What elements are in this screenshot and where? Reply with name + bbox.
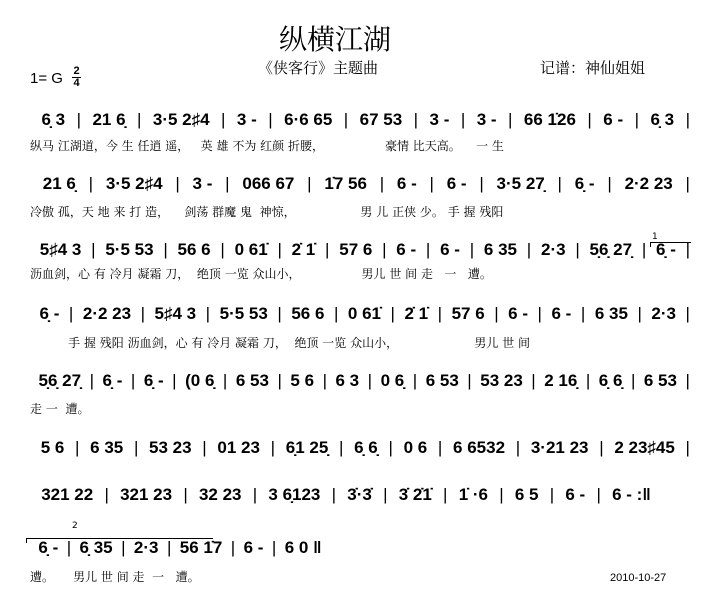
barline: | [133, 438, 139, 457]
barline: | [469, 240, 475, 259]
barline: | [515, 438, 521, 457]
barline: | [685, 174, 690, 193]
measure: 2̇ 1̇ [404, 304, 429, 323]
barline: | [587, 110, 592, 129]
measure: 0 6 [403, 438, 428, 457]
barline: | [437, 438, 443, 457]
barline: | [467, 371, 472, 390]
measure: 6 53 [235, 371, 269, 390]
barline: | [443, 485, 448, 504]
barline: | [508, 110, 513, 129]
barline: | [88, 174, 94, 193]
barline: | [202, 438, 207, 457]
measure: 21 6̣ [42, 174, 76, 193]
barline: | [230, 538, 236, 557]
measure: 53 23 [480, 371, 523, 390]
barline: | [225, 174, 230, 193]
measure: 5·5 53 [105, 240, 154, 259]
measure: 01 23 [217, 438, 260, 457]
barline: | [205, 304, 211, 323]
measure: 6 - [508, 304, 529, 323]
barline: | [252, 485, 258, 504]
barline: | [270, 438, 276, 457]
measure: 6̣ - [102, 371, 123, 390]
barline: | [630, 371, 636, 390]
barline: | [325, 240, 330, 259]
measure: 53 23 [149, 438, 192, 457]
volta-bracket-2 [26, 538, 213, 543]
barline: | [437, 304, 443, 323]
barline: | [526, 240, 532, 259]
time-bottom: 4 [73, 77, 80, 89]
barline: | [333, 304, 339, 323]
measure: 2·3 [651, 304, 676, 323]
key-signature: 1= G [30, 70, 63, 87]
barline: | [531, 371, 536, 390]
barline: | [140, 304, 146, 323]
measure: 3·5 2♯4 [105, 174, 163, 193]
barline: | [607, 174, 612, 193]
measure: 3·5 27̣ [496, 174, 545, 193]
time-top: 2 [73, 65, 80, 77]
measure: 6 - [446, 174, 467, 193]
barline: | [163, 240, 168, 259]
barline: | [634, 110, 639, 129]
song-title: 纵横江湖 [278, 23, 391, 56]
measure: 5♯4 3 [39, 240, 82, 259]
measure: 5 6 [290, 371, 315, 390]
measure: 321 23 [120, 485, 173, 504]
measure: 5·5 53 [219, 304, 268, 323]
barline: | [549, 485, 555, 504]
barline: | [685, 438, 690, 457]
barline: | [75, 438, 80, 457]
measure: (0 6̣ [185, 371, 215, 390]
measure: 6 - [440, 240, 460, 259]
measure: 3·5 2♯4 [152, 110, 210, 129]
barline: | [76, 110, 81, 129]
barline: | [104, 485, 109, 504]
measure: 3 - [192, 174, 213, 193]
lyrics-line: 走 一 遭。 [30, 402, 90, 416]
barline: | [121, 538, 126, 557]
measure: 1̇ ·6 [458, 485, 488, 504]
barline: | [494, 304, 499, 323]
measure: 2·2 23 [624, 174, 673, 193]
notation-row [30, 174, 690, 194]
measure: 6 - [565, 485, 586, 504]
measure: 6̣ 3 [650, 110, 675, 129]
barline: | [685, 110, 690, 129]
measure: 6̣ - [656, 240, 676, 259]
measure: 21 6̣ [92, 110, 126, 129]
measure: 5̣6̣ 27̣ [38, 371, 82, 390]
barline: | [172, 371, 177, 390]
barline: | [641, 240, 647, 259]
measure: 2·3 [133, 538, 159, 557]
measure: 66 1̇26 [523, 110, 576, 129]
measure: 6 3 [335, 371, 360, 390]
barline: | [277, 240, 282, 259]
measure: 6̣ 6̣ [354, 438, 378, 457]
measure: 1̇7 56 [324, 174, 367, 193]
barline: | [221, 110, 226, 129]
volta-1: 1 [652, 232, 658, 242]
measure: 6̣ - [574, 174, 595, 193]
barline: | [89, 371, 94, 390]
notation-row [30, 110, 690, 130]
notation-row [30, 371, 690, 391]
measure: 3 - [429, 110, 450, 129]
barline: | [343, 110, 349, 129]
barline: | [460, 110, 466, 129]
measure: 6 - [603, 110, 624, 129]
barline: | [307, 174, 312, 193]
lyrics-line: 遭。 男儿 世 间 走 一 遭。 [30, 570, 200, 584]
lyrics-line: 沥血剑，心 有 冷月 凝霜 刀， 绝顶 一览 众山小， 男儿 世 间 走 一 遭。 [30, 267, 492, 281]
measure: 57 6 [451, 304, 485, 323]
lyrics-line: 纵马 江湖道，今 生 任逍 遥， 英 雄 不为 红颜 折腰， 豪情 比天高。 一 生 [30, 139, 504, 153]
time-signature [72, 66, 81, 89]
measure: 6̣ 35 [79, 538, 113, 557]
measure: 6 5 [514, 485, 539, 504]
measure: 6 - [396, 174, 417, 193]
barline: | [137, 110, 142, 129]
measure: 6̣ - [143, 371, 164, 390]
barline: | [388, 438, 393, 457]
measure: 6̣ 6̣ [598, 371, 623, 390]
barline: | [91, 240, 96, 259]
measure: 6 35 [90, 438, 124, 457]
barline: | [183, 485, 188, 504]
measure: 321 22 [41, 485, 94, 504]
barline: | [166, 538, 172, 557]
barline: | [339, 438, 344, 457]
measure: 56 1̇7 [179, 538, 223, 557]
barline: | [412, 371, 418, 390]
measure: 5♯4 3 [154, 304, 197, 323]
barline: | [220, 240, 225, 259]
volta-2: 2 [72, 521, 78, 531]
measure: 6̣ - [39, 304, 60, 323]
barline: | [322, 371, 327, 390]
notation-row [30, 304, 690, 324]
measure: 6̣ 3 [41, 110, 66, 129]
measure: 3̇ 2̇1̇ [398, 485, 432, 504]
barline: | [268, 110, 273, 129]
barline: | [499, 485, 504, 504]
barline: | [479, 174, 484, 193]
measure: 32 23 [198, 485, 242, 504]
measure: 0 6̣ [380, 371, 405, 390]
measure: 5̣6̣ 27̣ [589, 240, 633, 259]
measure: 2 23♯45 [614, 438, 675, 457]
measure: 3·21 23 [530, 438, 589, 457]
measure: 6 - [243, 538, 264, 557]
barline: | [222, 371, 228, 390]
barline: | [429, 174, 434, 193]
barline: | [596, 485, 601, 504]
barline: | [331, 485, 337, 504]
transcriber: 记谱：神仙姐姐 [540, 59, 646, 77]
notation-row [30, 240, 690, 260]
measure: 066 67 [242, 174, 295, 193]
measure: 6 - :‖ [612, 485, 651, 504]
measure: 6 - [551, 304, 572, 323]
barline: | [637, 304, 642, 323]
measure: 6 53 [425, 371, 459, 390]
lyrics-line: 手 握 残阳 沥血剑，心 有 冷月 凝霜 刀， 绝顶 一览 众山小， 男儿 世 间 [30, 336, 531, 350]
subtitle: 《侠客行》主题曲 [258, 59, 379, 77]
measure: 2·2 23 [82, 304, 132, 323]
barline: | [130, 371, 136, 390]
notation-row [30, 438, 690, 458]
barline: | [575, 240, 580, 259]
measure: 0 61̇ [234, 240, 268, 259]
measure: 3 6̣123 [268, 485, 321, 504]
barline: | [277, 371, 282, 390]
measure: 56 6 [177, 240, 211, 259]
measure: 2·3 [540, 240, 566, 259]
barline: | [277, 304, 282, 323]
barline: | [383, 485, 388, 504]
measure: 6̣1 25̣ [285, 438, 329, 457]
volta-bracket-1 [650, 242, 691, 247]
measure: 6̣ - [38, 538, 59, 557]
barline: | [537, 304, 542, 323]
barline: | [580, 304, 586, 323]
notation-row [30, 485, 662, 505]
measure: 0 61̇ [347, 304, 381, 323]
date: 2010-10-27 [610, 572, 667, 584]
barline: | [175, 174, 180, 193]
measure: 2 16̣ [544, 371, 578, 390]
measure: 3 - [236, 110, 257, 129]
barline: | [425, 240, 431, 259]
measure: 57 6 [339, 240, 373, 259]
barline: | [685, 371, 690, 390]
barline: | [685, 240, 691, 259]
measure: 5 6 [40, 438, 65, 457]
measure: 6 6532 [453, 438, 506, 457]
lyrics-line: 冷傲 孤，天 地 来 打 造， 剑荡 群魔 鬼 神惊， 男 儿 正侠 少。 手 握 残阳 [30, 205, 504, 219]
measure: 6 0 ‖ [284, 538, 322, 557]
measure: 6 35 [483, 240, 518, 259]
barline: | [379, 174, 385, 193]
measure: 56 6 [291, 304, 325, 323]
measure: 6 53 [643, 371, 677, 390]
measure: 67 53 [359, 110, 403, 129]
barline: | [382, 240, 387, 259]
barline: | [413, 110, 419, 129]
measure: 2̇ 1̇ [291, 240, 316, 259]
barline: | [599, 438, 604, 457]
barline: | [390, 304, 395, 323]
measure: 3 - [476, 110, 497, 129]
measure: 6·6 65 [284, 110, 333, 129]
barline: | [271, 538, 277, 557]
measure: 6 - [396, 240, 417, 259]
barline: | [557, 174, 562, 193]
barline: | [66, 538, 72, 557]
measure: 3̇·3̇ [347, 485, 372, 504]
barline: | [367, 371, 373, 390]
barline: | [585, 371, 591, 390]
barline: | [68, 304, 74, 323]
measure: 6 35 [594, 304, 628, 323]
barline: | [685, 304, 690, 323]
